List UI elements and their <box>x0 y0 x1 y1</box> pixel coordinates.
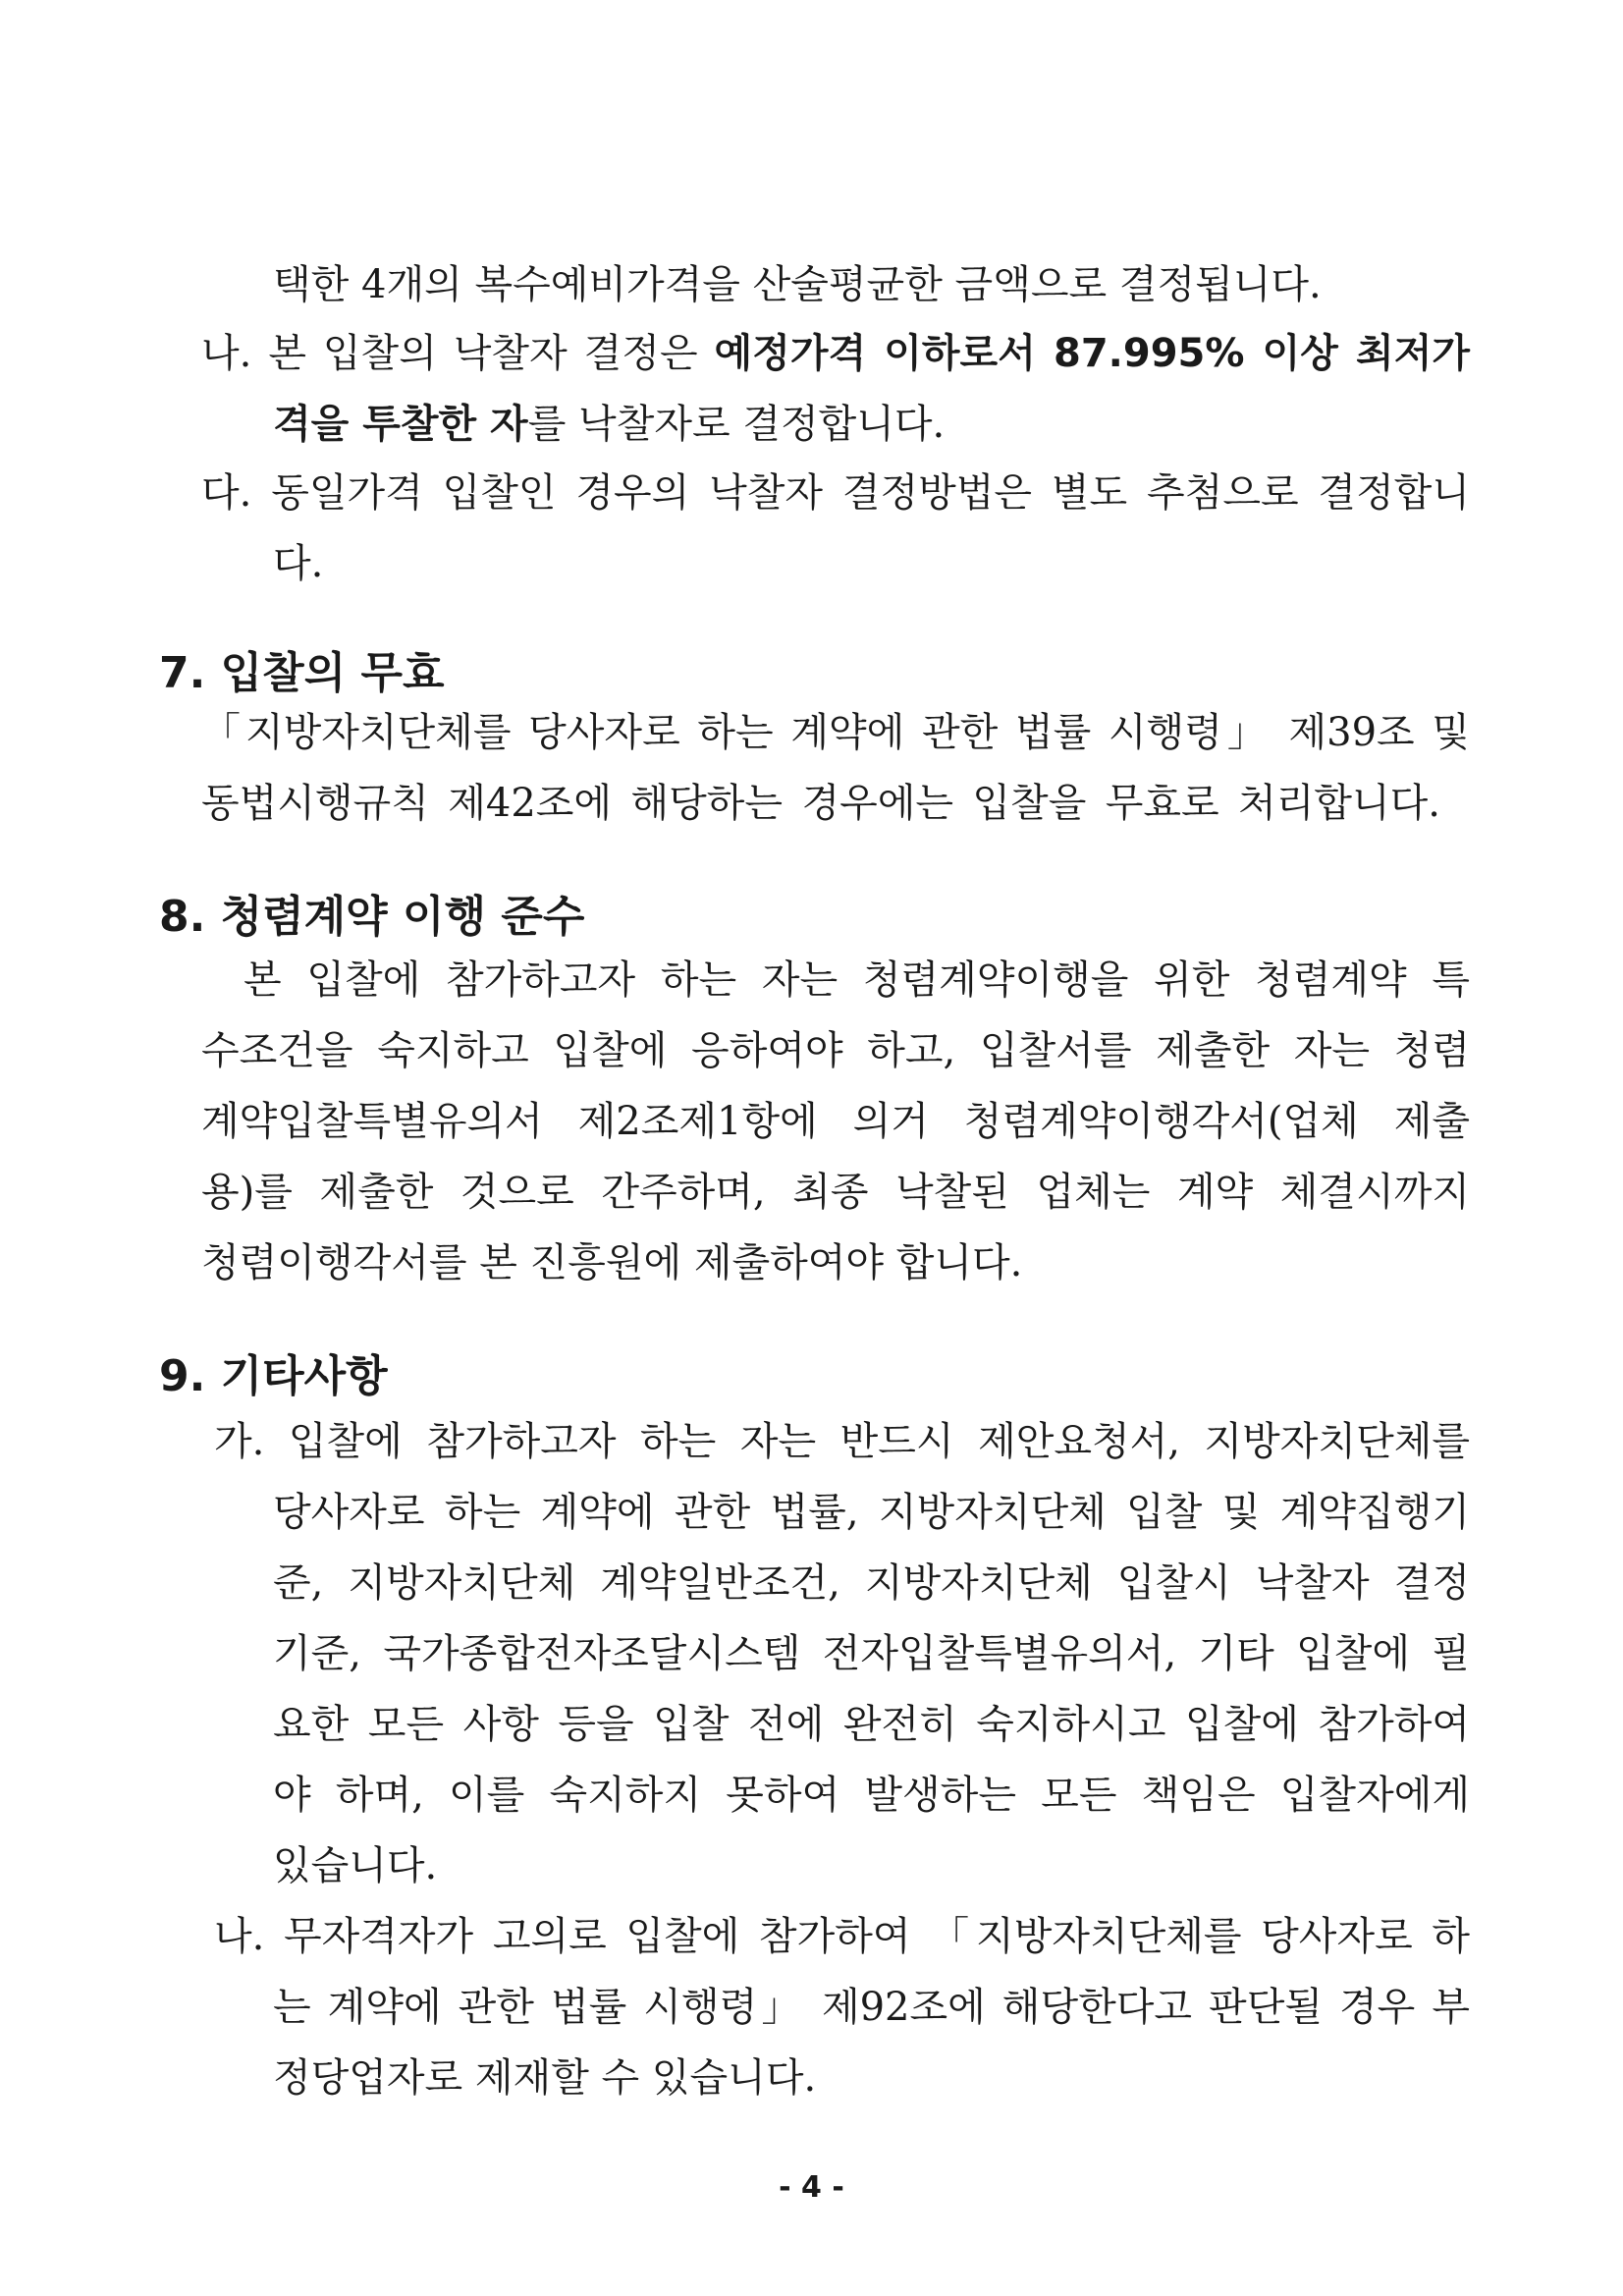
paragraph-line <box>243 953 1470 1008</box>
paragraph-line <box>273 1768 1470 1823</box>
text: 야 하며, 이를 숙지하지 못하여 발생하는 모든 책임은 입찰자에게 <box>273 1773 1470 1818</box>
text: 나. 무자격자가 고의로 입찰에 참가하여 「지방자치단체를 당사자로 하 <box>214 1914 1470 1959</box>
text: 동법시행규칙 제42조에 해당하는 경우에는 입찰을 무효로 처리합니다. <box>201 781 1440 826</box>
list-item-na <box>201 326 1470 381</box>
paragraph-line <box>201 1094 1470 1149</box>
section-heading: 8. 청렴계약 이행 준수 <box>159 892 585 942</box>
bold-text: 격을 투찰한 자 <box>273 402 528 447</box>
paragraph-line <box>273 1697 1470 1752</box>
paragraph-line <box>273 2050 960 2105</box>
text: 「지방자치단체를 당사자로 하는 계약에 관한 법률 시행령」 제39조 및 <box>201 710 1470 755</box>
list-item-da <box>201 465 1470 520</box>
text: 기준, 국가종합전자조달시스템 전자입찰특별유의서, 기타 입찰에 필 <box>273 1631 1470 1676</box>
paragraph-line <box>201 1165 1470 1220</box>
paragraph-line <box>273 1980 1470 2035</box>
text: 나. 본 입찰의 낙찰자 결정은 <box>201 331 715 376</box>
bold-text: 예정가격 이하로서 87.995% 이상 최저가 <box>714 331 1470 376</box>
section-heading: 7. 입찰의 무효 <box>159 648 445 698</box>
paragraph-line <box>201 1235 1085 1290</box>
text: 본 입찰에 참가하고자 하는 자는 청렴계약이행을 위한 청렴계약 특 <box>243 957 1470 1003</box>
paragraph-line <box>201 1023 1470 1078</box>
text: 있습니다. <box>273 1843 438 1888</box>
text: 를 낙찰자로 결정합니다. <box>527 402 946 447</box>
text: 정당업자로 제재할 수 있습니다. <box>273 2055 817 2101</box>
section-heading: 9. 기타사항 <box>159 1351 388 1401</box>
paragraph-line <box>273 1485 1470 1540</box>
text: 준, 지방자치단체 계약일반조건, 지방자치단체 입찰시 낙찰자 결정 <box>273 1560 1470 1606</box>
text: 택한 4개의 복수예비가격을 산술평균한 금액으로 결정됩니다. <box>273 262 1322 307</box>
list-item-na-cont <box>273 397 1019 452</box>
text: 계약입찰특별유의서 제2조제1항에 의거 청렴계약이행각서(업체 제출 <box>201 1099 1470 1144</box>
paragraph-line <box>273 1838 568 1893</box>
paragraph-line <box>273 1626 1470 1681</box>
paragraph-line <box>273 257 1353 312</box>
list-item-ga <box>214 1414 1470 1469</box>
page-number: - 4 - <box>779 2170 844 2205</box>
paragraph-line <box>201 776 1440 831</box>
paragraph-line <box>273 1556 1470 1611</box>
text: 다. <box>273 541 324 586</box>
text: 가. 입찰에 참가하고자 하는 자는 반드시 제안요청서, 지방자치단체를 <box>214 1419 1470 1464</box>
text: 요한 모든 사항 등을 입찰 전에 완전히 숙지하시고 입찰에 참가하여 <box>273 1702 1470 1747</box>
text: 는 계약에 관한 법률 시행령」 제92조에 해당한다고 판단될 경우 부 <box>273 1985 1470 2030</box>
list-item-na <box>214 1909 1470 1964</box>
text: 다. 동일가격 입찰인 경우의 낙찰자 결정방법은 별도 추첨으로 결정합니 <box>201 470 1470 516</box>
list-item-da-cont <box>273 536 469 591</box>
text: 용)를 제출한 것으로 간주하며, 최종 낙찰된 업체는 계약 체결시까지 <box>201 1170 1470 1215</box>
text: 청렴이행각서를 본 진흥원에 제출하여야 합니다. <box>201 1240 1023 1285</box>
paragraph-line <box>201 705 1470 760</box>
text: 당사자로 하는 계약에 관한 법률, 지방자치단체 입찰 및 계약집행기 <box>273 1490 1470 1535</box>
text: 수조건을 숙지하고 입찰에 응하여야 하고, 입찰서를 제출한 자는 청렴 <box>201 1028 1470 1073</box>
